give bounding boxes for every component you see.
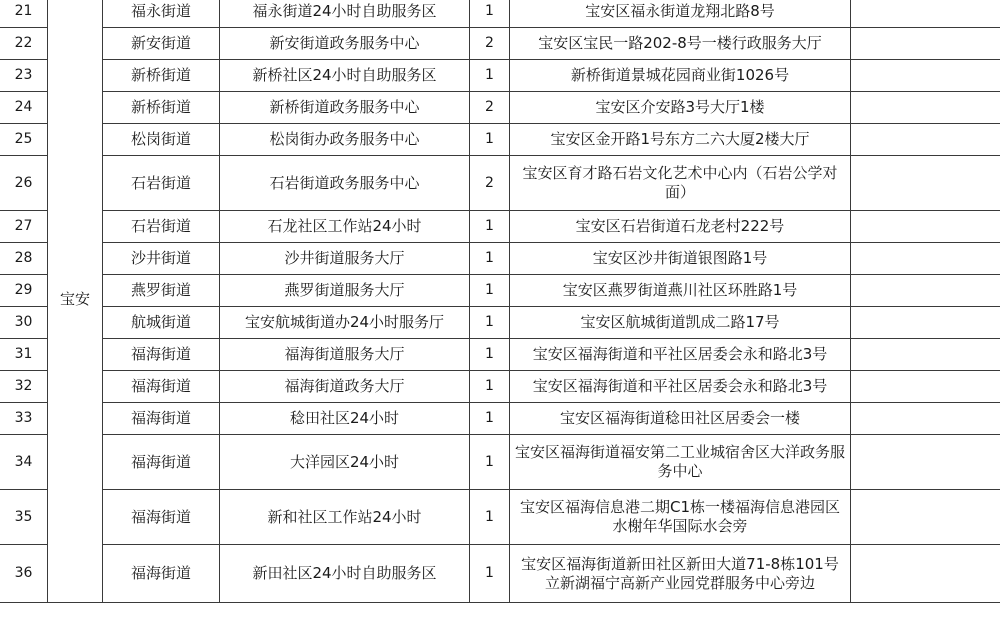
address-cell: 宝安区福海信息港二期C1栋一楼福海信息港园区水榭年华国际水会旁 bbox=[510, 490, 851, 545]
address-cell: 宝安区福海街道稔田社区居委会一楼 bbox=[510, 403, 851, 435]
row-number-cell: 34 bbox=[0, 435, 48, 490]
table-row bbox=[0, 28, 1000, 60]
note-cell bbox=[851, 211, 1000, 243]
address-cell: 宝安区福永街道龙翔北路8号 bbox=[510, 0, 851, 28]
service-point-name-cell: 新田社区24小时自助服务区 bbox=[220, 545, 470, 603]
note-cell bbox=[851, 0, 1000, 28]
quantity-cell: 2 bbox=[470, 28, 510, 60]
quantity-cell: 1 bbox=[470, 490, 510, 545]
street-cell: 沙井街道 bbox=[103, 243, 220, 275]
note-cell bbox=[851, 92, 1000, 124]
table-row bbox=[0, 490, 1000, 545]
note-cell bbox=[851, 490, 1000, 545]
note-cell bbox=[851, 307, 1000, 339]
street-cell: 福海街道 bbox=[103, 339, 220, 371]
row-number-cell: 26 bbox=[0, 156, 48, 211]
street-cell: 石岩街道 bbox=[103, 211, 220, 243]
service-point-name-cell: 新桥街道政务服务中心 bbox=[220, 92, 470, 124]
service-point-name-cell: 石岩街道政务服务中心 bbox=[220, 156, 470, 211]
address-cell: 宝安区金开路1号东方二六大厦2楼大厅 bbox=[510, 124, 851, 156]
row-number-cell: 22 bbox=[0, 28, 48, 60]
quantity-cell: 1 bbox=[470, 60, 510, 92]
service-point-name-cell: 宝安航城街道办24小时服务厅 bbox=[220, 307, 470, 339]
service-point-name-cell: 新安街道政务服务中心 bbox=[220, 28, 470, 60]
row-number-cell: 28 bbox=[0, 243, 48, 275]
row-number-cell: 35 bbox=[0, 490, 48, 545]
quantity-cell: 1 bbox=[470, 211, 510, 243]
quantity-cell: 1 bbox=[470, 124, 510, 156]
quantity-cell: 1 bbox=[470, 545, 510, 603]
note-cell bbox=[851, 156, 1000, 211]
row-number-cell: 29 bbox=[0, 275, 48, 307]
address-cell: 新桥街道景城花园商业街1026号 bbox=[510, 60, 851, 92]
service-point-name-cell: 稔田社区24小时 bbox=[220, 403, 470, 435]
street-cell: 福海街道 bbox=[103, 435, 220, 490]
quantity-cell: 1 bbox=[470, 339, 510, 371]
quantity-cell: 1 bbox=[470, 243, 510, 275]
street-cell: 福永街道 bbox=[103, 0, 220, 28]
table-row bbox=[0, 371, 1000, 403]
quantity-cell: 1 bbox=[470, 403, 510, 435]
row-number-cell: 25 bbox=[0, 124, 48, 156]
row-number-cell: 24 bbox=[0, 92, 48, 124]
row-number-cell: 33 bbox=[0, 403, 48, 435]
street-cell: 新桥街道 bbox=[103, 60, 220, 92]
service-point-name-cell: 石龙社区工作站24小时 bbox=[220, 211, 470, 243]
table-row bbox=[0, 211, 1000, 243]
street-cell: 新桥街道 bbox=[103, 92, 220, 124]
address-cell: 宝安区航城街道凯成二路17号 bbox=[510, 307, 851, 339]
row-number-cell: 21 bbox=[0, 0, 48, 28]
row-number-cell: 30 bbox=[0, 307, 48, 339]
quantity-cell: 2 bbox=[470, 156, 510, 211]
table-row bbox=[0, 92, 1000, 124]
note-cell bbox=[851, 435, 1000, 490]
note-cell bbox=[851, 545, 1000, 603]
street-cell: 福海街道 bbox=[103, 490, 220, 545]
note-cell bbox=[851, 403, 1000, 435]
note-cell bbox=[851, 124, 1000, 156]
table-row bbox=[0, 307, 1000, 339]
row-number-cell: 31 bbox=[0, 339, 48, 371]
note-cell bbox=[851, 371, 1000, 403]
address-cell: 宝安区燕罗街道燕川社区环胜路1号 bbox=[510, 275, 851, 307]
street-cell: 石岩街道 bbox=[103, 156, 220, 211]
service-point-name-cell: 福海街道服务大厅 bbox=[220, 339, 470, 371]
note-cell bbox=[851, 275, 1000, 307]
note-cell bbox=[851, 28, 1000, 60]
table-row bbox=[0, 403, 1000, 435]
street-cell: 福海街道 bbox=[103, 545, 220, 603]
note-cell bbox=[851, 60, 1000, 92]
street-cell: 燕罗街道 bbox=[103, 275, 220, 307]
table-row bbox=[0, 243, 1000, 275]
quantity-cell: 1 bbox=[470, 435, 510, 490]
table-row bbox=[0, 124, 1000, 156]
street-cell: 航城街道 bbox=[103, 307, 220, 339]
address-cell: 宝安区福海街道新田社区新田大道71-8栋101号立新湖福宁高新产业园党群服务中心旁边 bbox=[510, 545, 851, 603]
row-number-cell: 36 bbox=[0, 545, 48, 603]
note-cell bbox=[851, 339, 1000, 371]
district-cell: 宝安 bbox=[48, 0, 103, 603]
service-point-name-cell: 福海街道政务大厅 bbox=[220, 371, 470, 403]
address-cell: 宝安区福海街道福安第二工业城宿舍区大洋政务服务中心 bbox=[510, 435, 851, 490]
service-point-name-cell: 福永街道24小时自助服务区 bbox=[220, 0, 470, 28]
address-cell: 宝安区石岩街道石龙老村222号 bbox=[510, 211, 851, 243]
street-cell: 松岗街道 bbox=[103, 124, 220, 156]
table-row bbox=[0, 156, 1000, 211]
quantity-cell: 1 bbox=[470, 275, 510, 307]
service-point-name-cell: 燕罗街道服务大厅 bbox=[220, 275, 470, 307]
service-point-name-cell: 新桥社区24小时自助服务区 bbox=[220, 60, 470, 92]
table-row bbox=[0, 435, 1000, 490]
row-number-cell: 32 bbox=[0, 371, 48, 403]
quantity-cell: 2 bbox=[470, 92, 510, 124]
address-cell: 宝安区沙井街道银图路1号 bbox=[510, 243, 851, 275]
service-point-name-cell: 大洋园区24小时 bbox=[220, 435, 470, 490]
note-cell bbox=[851, 243, 1000, 275]
street-cell: 新安街道 bbox=[103, 28, 220, 60]
service-point-name-cell: 沙井街道服务大厅 bbox=[220, 243, 470, 275]
address-cell: 宝安区介安路3号大厅1楼 bbox=[510, 92, 851, 124]
service-point-name-cell: 松岗街办政务服务中心 bbox=[220, 124, 470, 156]
quantity-cell: 1 bbox=[470, 371, 510, 403]
table-row bbox=[0, 545, 1000, 603]
table-row bbox=[0, 339, 1000, 371]
quantity-cell: 1 bbox=[470, 0, 510, 28]
table-row bbox=[0, 0, 1000, 28]
address-cell: 宝安区福海街道和平社区居委会永和路北3号 bbox=[510, 339, 851, 371]
street-cell: 福海街道 bbox=[103, 371, 220, 403]
row-number-cell: 23 bbox=[0, 60, 48, 92]
address-cell: 宝安区宝民一路202-8号一楼行政服务大厅 bbox=[510, 28, 851, 60]
quantity-cell: 1 bbox=[470, 307, 510, 339]
address-cell: 宝安区福海街道和平社区居委会永和路北3号 bbox=[510, 371, 851, 403]
row-number-cell: 27 bbox=[0, 211, 48, 243]
service-point-name-cell: 新和社区工作站24小时 bbox=[220, 490, 470, 545]
table-row bbox=[0, 275, 1000, 307]
address-cell: 宝安区育才路石岩文化艺术中心内（石岩公学对面） bbox=[510, 156, 851, 211]
table-row bbox=[0, 60, 1000, 92]
street-cell: 福海街道 bbox=[103, 403, 220, 435]
